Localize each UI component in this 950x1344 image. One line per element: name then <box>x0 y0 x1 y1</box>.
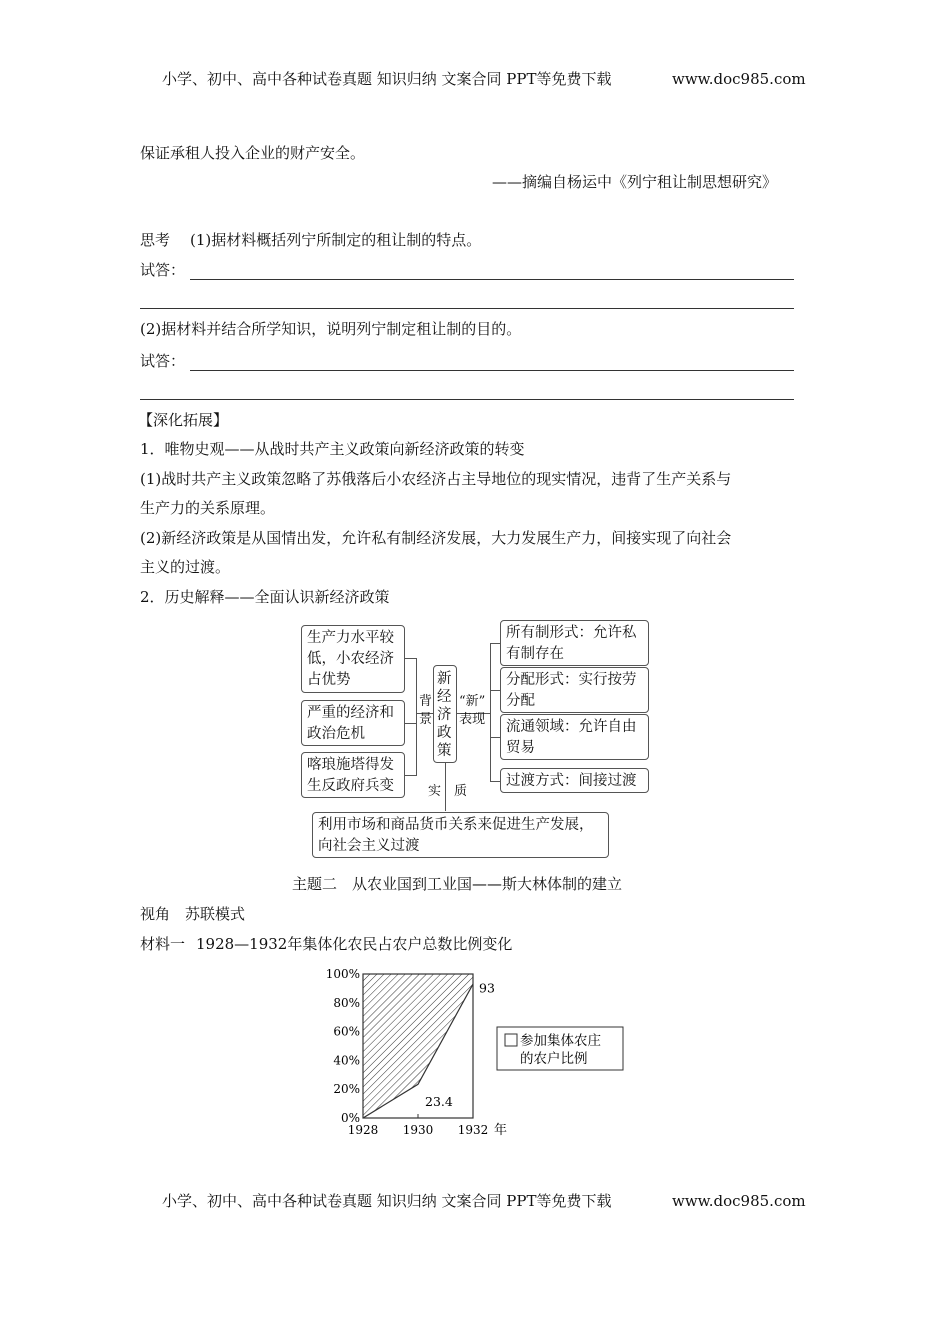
left-box: 生产力水平较低，小农经济占优势 <box>301 625 405 693</box>
section-heading: 【深化拓展】 <box>138 411 229 429</box>
answer-line[interactable] <box>190 370 794 371</box>
legend-label: 参加集体农庄 <box>520 1033 601 1049</box>
answer-line[interactable] <box>140 308 794 309</box>
paragraph: 2．历史解释——全面认识新经济政策 <box>140 588 390 606</box>
new-features-label: “新” 表现 <box>459 694 486 727</box>
bottom-box: 利用市场和商品货币关系来促进生产发展，向社会主义过渡 <box>312 812 609 858</box>
right-box: 流通领域：允许自由贸易 <box>500 714 649 760</box>
y-tick-label: 100% <box>325 967 360 981</box>
x-tick-label: 1930 <box>402 1123 434 1137</box>
y-tick-label: 60% <box>333 1024 360 1039</box>
x-tick-label: 1928 <box>347 1123 379 1137</box>
source-citation: ——摘编自杨运中《列宁租让制思想研究》 <box>492 173 778 191</box>
center-box: 新经济政策 <box>433 665 457 763</box>
paragraph: 生产力的关系原理。 <box>140 499 276 517</box>
footer-text: 小学、初中、高中各种试卷真题 知识归纳 文案合同 PPT等免费下载 <box>162 1192 612 1210</box>
paragraph: 主义的过渡。 <box>140 558 231 576</box>
material-label: 材料一 <box>140 935 186 953</box>
footer-url: www.doc985.com <box>672 1192 806 1210</box>
paragraph: 1．唯物史观——从战时共产主义政策向新经济政策的转变 <box>140 440 525 458</box>
view-heading: 视角 苏联模式 <box>140 905 246 923</box>
right-box: 所有制形式：允许私有制存在 <box>500 620 649 666</box>
x-unit: 年 <box>494 1123 508 1138</box>
background-label: 背 景 <box>419 694 433 727</box>
right-box: 过渡方式：间接过渡 <box>500 768 649 793</box>
paragraph: (2)新经济政策是从国情出发，允许私有制经济发展，大力发展生产力，间接实现了向社会 <box>140 529 732 547</box>
answer-label: 试答： <box>140 352 186 370</box>
question-2: (2)据材料并结合所学知识，说明列宁制定租让制的目的。 <box>140 320 522 338</box>
answer-line[interactable] <box>140 399 794 400</box>
legend-label: 的农户比例 <box>520 1051 588 1067</box>
answer-label: 试答： <box>140 261 186 279</box>
x-tick-label: 1932 <box>457 1123 489 1137</box>
theme-heading: 主题二 从农业国到工业国——斯大林体制的建立 <box>292 875 623 893</box>
material-title: 1928—1932年集体化农民占农户总数比例变化 <box>196 935 513 953</box>
left-box: 喀琅施塔得发生反政府兵变 <box>301 752 405 798</box>
text-line: 保证承租人投入企业的财产安全。 <box>140 144 366 162</box>
essence-label: 实 质 <box>428 784 468 799</box>
paragraph: (1)战时共产主义政策忽略了苏俄落后小农经济占主导地位的现实情况，违背了生产关系与 <box>140 470 732 488</box>
data-label: 23.4 <box>425 1094 453 1109</box>
hatched-area <box>363 974 473 1118</box>
answer-line[interactable] <box>190 279 794 280</box>
y-tick-label: 40% <box>333 1053 360 1068</box>
right-box: 分配形式：实行按劳分配 <box>500 667 649 713</box>
y-tick-label: 20% <box>333 1082 360 1097</box>
legend-swatch <box>505 1034 517 1046</box>
header-url: www.doc985.com <box>672 70 806 88</box>
question-1: (1)据材料概括列宁所制定的租让制的特点。 <box>190 231 482 249</box>
left-box: 严重的经济和政治危机 <box>301 700 405 746</box>
header-text: 小学、初中、高中各种试卷真题 知识归纳 文案合同 PPT等免费下载 <box>162 70 612 88</box>
y-tick-label: 80% <box>333 995 360 1010</box>
y-tick-label: 0% <box>340 1111 360 1125</box>
data-label: 93 <box>479 980 495 996</box>
think-label: 思考 <box>140 231 171 249</box>
area-chart <box>320 960 640 1145</box>
